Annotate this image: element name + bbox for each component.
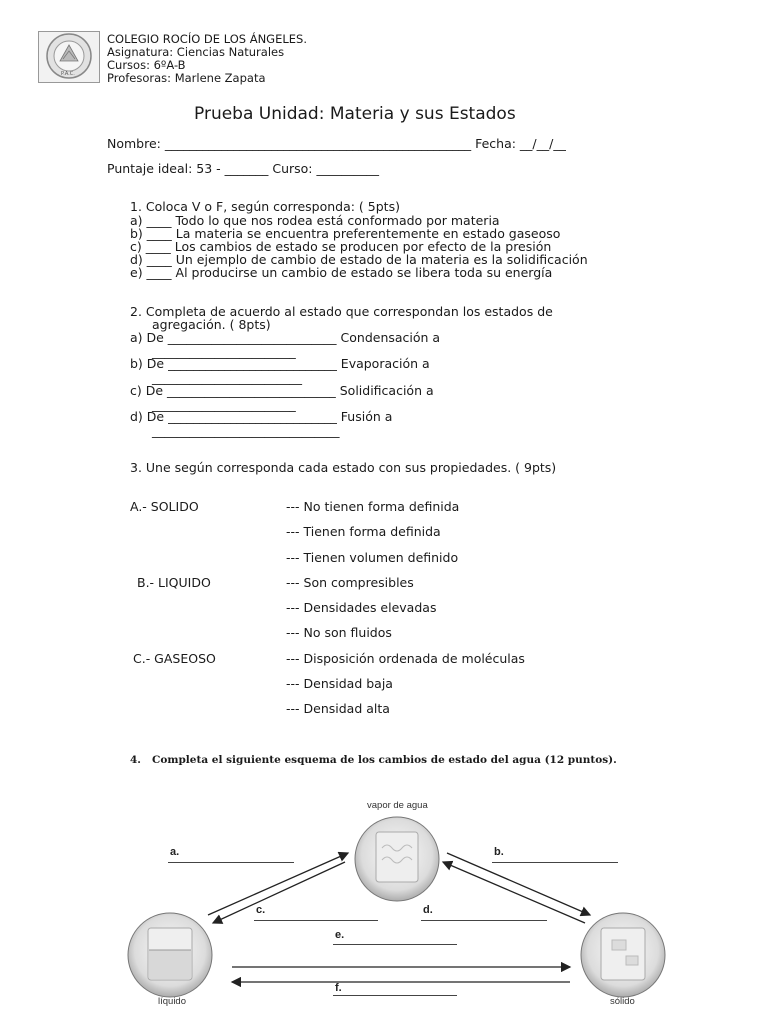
label-c: c. xyxy=(256,904,266,916)
label-a: a. xyxy=(170,846,180,858)
blank-c[interactable] xyxy=(254,920,378,921)
q2-item-c: c) De ___________________________ Solidificación a xyxy=(130,383,434,398)
q2-item-d: d) De ___________________________ Fusión a xyxy=(130,409,393,424)
seal-text: P.A.C. xyxy=(61,71,75,77)
name-date-line: Nombre: _________________________________________________ Fecha: __/__/__ xyxy=(107,136,566,151)
q3-property-6: --- No son fluidos xyxy=(286,625,392,640)
blank-a[interactable] xyxy=(168,862,294,863)
blank-b[interactable] xyxy=(492,862,618,863)
q3-state-gas: C.- GASEOSO xyxy=(133,651,216,666)
q4-number: 4. xyxy=(130,754,141,766)
q1-item-a: a) ____ Todo lo que nos rodea está conformado por materia xyxy=(130,213,500,228)
q1-item-d: d) ____ Un ejemplo de cambio de estado de la materia es la solidificación xyxy=(130,252,588,267)
liquid-beaker-image xyxy=(128,913,212,997)
q3-prompt: 3. Une según corresponda cada estado con sus propiedades. ( 9pts) xyxy=(130,460,557,475)
q2-item-b: b) De ___________________________ Evaporación a xyxy=(130,356,430,371)
q4-prompt: Completa el siguiente esquema de los cambios de estado del agua (12 puntos). xyxy=(152,754,617,766)
q3-property-2: --- Tienen forma definida xyxy=(286,524,441,539)
q1-item-c: c) ____ Los cambios de estado se producen por efecto de la presión xyxy=(130,239,552,254)
q2-item-c-cont: _______________________ xyxy=(152,397,296,412)
score-course-line: Puntaje ideal: 53 - _______ Curso: __________ xyxy=(107,161,379,176)
q2-item-a: a) De ___________________________ Condensación a xyxy=(130,330,441,345)
q2-item-a-cont: _______________________ xyxy=(152,344,296,359)
arrow-solid-to-vapor xyxy=(443,862,585,923)
vapor-label: vapor de agua xyxy=(367,800,428,811)
q3-property-9: --- Densidad alta xyxy=(286,701,390,716)
q2-item-d-cont: ______________________________ xyxy=(152,423,340,438)
solid-label: sólido xyxy=(610,996,635,1007)
label-e: e. xyxy=(335,929,345,941)
q3-property-4: --- Son compresibles xyxy=(286,575,414,590)
water-state-diagram xyxy=(0,790,768,1024)
q2-item-b-cont: ________________________ xyxy=(152,370,302,385)
q1-prompt: 1. Coloca V o F, según corresponda: ( 5pts) xyxy=(130,199,400,214)
q1-item-e: e) ____ Al producirse un cambio de estado se libera toda su energía xyxy=(130,265,553,280)
q3-property-8: --- Densidad baja xyxy=(286,676,393,691)
school-seal xyxy=(38,31,100,83)
label-b: b. xyxy=(494,846,504,858)
subject: Asignatura: Ciencias Naturales xyxy=(107,45,285,59)
q3-property-3: --- Tienen volumen definido xyxy=(286,550,459,565)
teachers: Profesoras: Marlene Zapata xyxy=(107,71,266,85)
q3-property-7: --- Disposición ordenada de moléculas xyxy=(286,651,525,666)
blank-d[interactable] xyxy=(421,920,547,921)
arrow-vapor-to-liquid xyxy=(213,862,345,923)
courses: Cursos: 6ºA-B xyxy=(107,58,186,72)
blank-f[interactable] xyxy=(333,995,457,996)
q2-prompt-line1: 2. Completa de acuerdo al estado que correspondan los estados de xyxy=(130,304,553,319)
q3-state-liquid: B.- LIQUIDO xyxy=(137,575,211,590)
label-d: d. xyxy=(423,904,433,916)
q2-prompt-line2: agregación. ( 8pts) xyxy=(152,317,271,332)
page-title: Prueba Unidad: Materia y sus Estados xyxy=(194,104,516,124)
blank-e[interactable] xyxy=(333,944,457,945)
q3-property-5: --- Densidades elevadas xyxy=(286,600,437,615)
q1-item-b: b) ____ La materia se encuentra preferentemente en estado gaseoso xyxy=(130,226,561,241)
liquid-label: líquido xyxy=(158,996,186,1007)
q3-property-1: --- No tienen forma definida xyxy=(286,499,460,514)
vapor-beaker-image xyxy=(355,817,439,901)
label-f: f. xyxy=(335,982,342,994)
q3-state-solid: A.- SOLIDO xyxy=(130,499,199,514)
school-name: COLEGIO ROCÍO DE LOS ÁNGELES. xyxy=(107,32,307,46)
solid-beaker-image xyxy=(581,913,665,997)
